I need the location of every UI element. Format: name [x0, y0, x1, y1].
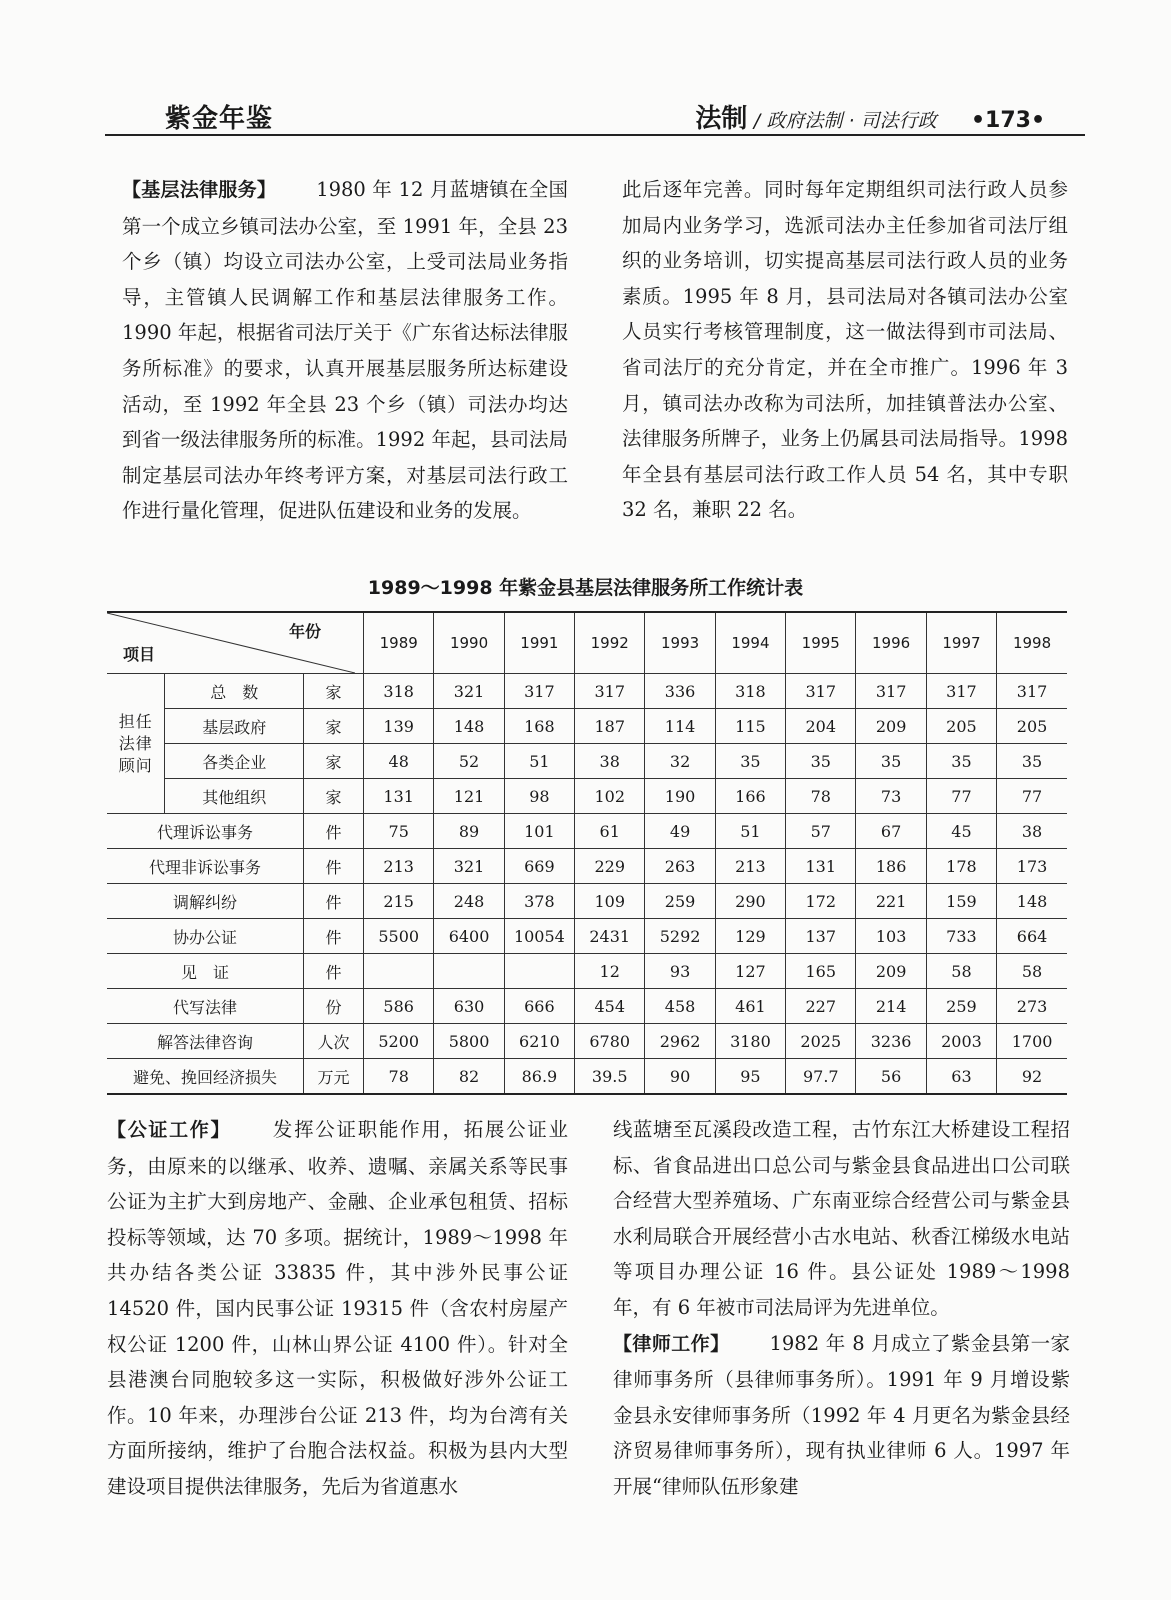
row-label: 其他组织: [165, 779, 304, 814]
row-unit: 件: [304, 954, 364, 989]
table-cell: 77: [926, 779, 996, 814]
table-cell: 35: [715, 744, 785, 779]
table-cell: 6210: [504, 1024, 574, 1059]
year-header: 1996: [856, 612, 926, 674]
group-label-line: 担任: [118, 711, 153, 731]
table-cell: 317: [997, 674, 1067, 709]
group-label-cell: [107, 674, 165, 814]
table-cell: 114: [645, 709, 715, 744]
table-cell: 89: [434, 814, 504, 849]
table-cell: 190: [645, 779, 715, 814]
table-cell: 630: [434, 989, 504, 1024]
table-cell: 57: [786, 814, 856, 849]
table-cell: 35: [786, 744, 856, 779]
table-cell: 5500: [364, 919, 434, 954]
table-cell: 58: [926, 954, 996, 989]
table-cell: 2003: [926, 1024, 996, 1059]
year-header: 1992: [575, 612, 645, 674]
table-cell: 61: [575, 814, 645, 849]
table-cell: 221: [856, 884, 926, 919]
year-header: 1991: [504, 612, 574, 674]
table-cell: 5200: [364, 1024, 434, 1059]
table-cell: 121: [434, 779, 504, 814]
row-label: 协办公证: [107, 919, 304, 954]
table-cell: 58: [997, 954, 1067, 989]
table-cell: 35: [926, 744, 996, 779]
row-label: 代理非诉讼事务: [107, 849, 304, 884]
year-header: 1990: [434, 612, 504, 674]
table-cell: 273: [997, 989, 1067, 1024]
row-label: 代写法律: [107, 989, 304, 1024]
table-cell: 2025: [786, 1024, 856, 1059]
table-cell: 48: [364, 744, 434, 779]
table-row: [107, 779, 1067, 814]
table-cell: 317: [575, 674, 645, 709]
table-cell: 129: [715, 919, 785, 954]
table-cell: 90: [645, 1059, 715, 1095]
table-cell: 178: [926, 849, 996, 884]
table-cell: 52: [434, 744, 504, 779]
book-title: 紫金年鉴: [165, 104, 274, 134]
row-label: 各类企业: [165, 744, 304, 779]
paragraph-grassroots: [122, 172, 568, 529]
table-cell: 148: [434, 709, 504, 744]
table-row: [107, 709, 1067, 744]
table-row: [107, 989, 1067, 1024]
row-unit: 份: [304, 989, 364, 1024]
table-cell: 378: [504, 884, 574, 919]
paragraph-lawyer: [613, 1326, 1070, 1505]
table-cell: 78: [786, 779, 856, 814]
table-cell: 98: [504, 779, 574, 814]
table-cell: 259: [645, 884, 715, 919]
row-label: 代理诉讼事务: [107, 814, 304, 849]
table-cell: 101: [504, 814, 574, 849]
row-unit: 件: [304, 884, 364, 919]
table-cell: 454: [575, 989, 645, 1024]
running-header: [105, 98, 1085, 134]
table-cell: 93: [645, 954, 715, 989]
table-cell: 92: [997, 1059, 1067, 1095]
table-cell: 321: [434, 674, 504, 709]
table-cell: 166: [715, 779, 785, 814]
table-cell: 2431: [575, 919, 645, 954]
table-cell: 733: [926, 919, 996, 954]
paragraph-text: 发挥公证职能作用，拓展公证业务，由原来的以继承、收养、遗嘱、亲属关系等民事公证为主扩大到房地产、金融、企业承包租赁、招标投标等领域，达 70 多项。据统计，1989～1998 年共办结各类公证 33835 件，其中涉外民事公证 14520 件，国内民事公证 19315 件（含农村房屋产权公证 1200 件，山林山界公证 4100 件）。针对全县港澳台同胞较多这一实际，积极做好涉外公证工作。10 年来，办理涉台公证 213 件，均为台湾有关方面所接纳，维护了台胞合法权益。积极为县内大型建设项目提供法律服务，先后为省道惠水: [107, 1118, 568, 1498]
year-header: 1995: [786, 612, 856, 674]
table-cell: 77: [997, 779, 1067, 814]
year-header: 1993: [645, 612, 715, 674]
table-cell: 103: [856, 919, 926, 954]
table-cell: 139: [364, 709, 434, 744]
table-cell: 51: [504, 744, 574, 779]
table-cell: 35: [997, 744, 1067, 779]
section-name: 法制: [695, 104, 748, 134]
table-cell: 263: [645, 849, 715, 884]
paragraph-text: 1980 年 12 月蓝塘镇在全国第一个成立乡镇司法办公室，至 1991 年，全县 23 个乡（镇）均设立司法办公室，上受司法局业务指导，主管镇人民调解工作和基层法律服务工作。1990 年起，根据省司法厅关于《广东省达标法律服务所标准》的要求，认真开展基层服务所达标建设活动，至 1992 年全县 23 个乡（镇）司法办均达到省一级法律服务所的标准。1992 年起，县司法局制定基层司法办年终考评方案，对基层司法行政工作进行量化管理，促进队伍建设和业务的发展。: [122, 178, 568, 523]
paragraph-tag: 【公证工作】: [107, 1119, 232, 1141]
row-label: 解答法律咨询: [107, 1024, 304, 1059]
row-unit: 家: [304, 779, 364, 814]
table-cell: 666: [504, 989, 574, 1024]
table-cell: 318: [364, 674, 434, 709]
table-row: [107, 674, 1067, 709]
table-cell: 586: [364, 989, 434, 1024]
table-row: [107, 919, 1067, 954]
table-cell: 148: [997, 884, 1067, 919]
corner-year-label: 年份: [289, 622, 322, 641]
row-unit: 万元: [304, 1059, 364, 1095]
page-number: •173•: [970, 108, 1045, 133]
table-cell: 131: [786, 849, 856, 884]
column-right-bottom: [613, 1112, 1070, 1505]
table-cell: 3180: [715, 1024, 785, 1059]
table-cell: 2962: [645, 1024, 715, 1059]
column-left-bottom: [107, 1112, 568, 1505]
table-cell: 186: [856, 849, 926, 884]
table-row: [107, 849, 1067, 884]
table-cell: 165: [786, 954, 856, 989]
year-header: 1997: [926, 612, 996, 674]
table-cell: 321: [434, 849, 504, 884]
table-cell: 204: [786, 709, 856, 744]
table-cell: 127: [715, 954, 785, 989]
row-unit: 人次: [304, 1024, 364, 1059]
row-unit: 家: [304, 674, 364, 709]
paragraph-tag: 【基层法律服务】: [122, 179, 277, 201]
table-cell: 78: [364, 1059, 434, 1095]
row-label: 总 数: [165, 674, 304, 709]
row-unit: 件: [304, 919, 364, 954]
table-cell: 115: [715, 709, 785, 744]
table-cell: 168: [504, 709, 574, 744]
table-cell: 159: [926, 884, 996, 919]
table-row: [107, 814, 1067, 849]
section-slash: /: [753, 110, 761, 132]
corner-item-label: 项目: [123, 645, 156, 664]
table-cell: 75: [364, 814, 434, 849]
table-cell: 336: [645, 674, 715, 709]
table-row: [107, 744, 1067, 779]
paragraph-notary-continuation: 线蓝塘至瓦溪段改造工程，古竹东江大桥建设工程招标、省食品进出口总公司与紫金县食品进出口公司联合经营大型养殖场、广东南亚综合经营公司与紫金县水利局联合开展经营小古水电站、秋香江梯级水电站等项目办理公证 16 件。县公证处 1989～1998 年，有 6 年被市司法局评为先进单位。: [613, 1118, 1070, 1319]
group-label-line: 顾问: [118, 755, 153, 775]
table-cell: 10054: [504, 919, 574, 954]
table-cell: 669: [504, 849, 574, 884]
table-cell: 173: [997, 849, 1067, 884]
table-cell: 45: [926, 814, 996, 849]
section-heading: [695, 98, 1045, 135]
table-cell: [504, 954, 574, 989]
group-label-line: 法律: [118, 733, 153, 753]
year-header: 1998: [997, 612, 1067, 674]
table-cell: 3236: [856, 1024, 926, 1059]
row-unit: 件: [304, 849, 364, 884]
table-cell: 172: [786, 884, 856, 919]
table-cell: 32: [645, 744, 715, 779]
table-cell: 6400: [434, 919, 504, 954]
column-right-top: [622, 172, 1068, 528]
table-cell: 5800: [434, 1024, 504, 1059]
table-cell: 109: [575, 884, 645, 919]
year-header: 1989: [364, 612, 434, 674]
table-cell: 39.5: [575, 1059, 645, 1095]
row-label: 调解纠纷: [107, 884, 304, 919]
table-cell: 86.9: [504, 1059, 574, 1095]
table-cell: 229: [575, 849, 645, 884]
table-cell: 458: [645, 989, 715, 1024]
table-cell: 67: [856, 814, 926, 849]
statistics-table: [107, 611, 1067, 1095]
table-cell: 317: [856, 674, 926, 709]
table-cell: 205: [926, 709, 996, 744]
table-cell: 82: [434, 1059, 504, 1095]
paragraph-text: 1982 年 8 月成立了紫金县第一家律师事务所（县律师事务所）。1991 年 9 月增设紫金县永安律师事务所（1992 年 4 月更名为紫金县经济贸易律师事务所），现有执业律师 6 人。1997 年开展“律师队伍形象建: [613, 1331, 1070, 1498]
table-cell: 12: [575, 954, 645, 989]
table-cell: 664: [997, 919, 1067, 954]
table-row: [107, 954, 1067, 989]
table-cell: 215: [364, 884, 434, 919]
table-cell: 38: [575, 744, 645, 779]
table-cell: 290: [715, 884, 785, 919]
table-cell: 209: [856, 709, 926, 744]
table-cell: 95: [715, 1059, 785, 1095]
header-rule: [105, 134, 1085, 136]
year-header: 1994: [715, 612, 785, 674]
paragraph-notary: [107, 1112, 568, 1505]
table-cell: 317: [926, 674, 996, 709]
table-cell: 259: [926, 989, 996, 1024]
table-cell: [434, 954, 504, 989]
table-cell: 209: [856, 954, 926, 989]
table-cell: 38: [997, 814, 1067, 849]
table-cell: 213: [364, 849, 434, 884]
table-cell: 102: [575, 779, 645, 814]
row-unit: 家: [304, 744, 364, 779]
table-row: [107, 1024, 1067, 1059]
table-row: [107, 1059, 1067, 1095]
table-cell: 56: [856, 1059, 926, 1095]
header-corner-cell: [107, 612, 364, 674]
table-cell: 317: [786, 674, 856, 709]
table-cell: 51: [715, 814, 785, 849]
row-label: 基层政府: [165, 709, 304, 744]
table-cell: 97.7: [786, 1059, 856, 1095]
paragraph-tag: 【律师工作】: [613, 1332, 730, 1355]
subsection-name: 政府法制 · 司法行政: [766, 110, 937, 132]
column-left-top: [122, 172, 568, 529]
table-title: 1989～1998 年紫金县基层法律服务所工作统计表: [367, 577, 804, 599]
table-cell: 227: [786, 989, 856, 1024]
table-cell: 131: [364, 779, 434, 814]
row-label: 避免、挽回经济损失: [107, 1059, 304, 1095]
table-cell: 63: [926, 1059, 996, 1095]
table-row: [107, 884, 1067, 919]
table-cell: 137: [786, 919, 856, 954]
table-cell: 214: [856, 989, 926, 1024]
table-cell: 248: [434, 884, 504, 919]
table-cell: 1700: [997, 1024, 1067, 1059]
row-label: 见 证: [107, 954, 304, 989]
table-cell: 205: [997, 709, 1067, 744]
table-cell: 318: [715, 674, 785, 709]
table-cell: 461: [715, 989, 785, 1024]
table-cell: 187: [575, 709, 645, 744]
table-cell: 73: [856, 779, 926, 814]
table-cell: 6780: [575, 1024, 645, 1059]
table-cell: 5292: [645, 919, 715, 954]
table-header-row: [107, 612, 1067, 674]
table-cell: 35: [856, 744, 926, 779]
row-unit: 件: [304, 814, 364, 849]
table-cell: [364, 954, 434, 989]
table-cell: 213: [715, 849, 785, 884]
paragraph-continuation: 此后逐年完善。同时每年定期组织司法行政人员参加局内业务学习，选派司法办主任参加省司法厅组织的业务培训，切实提高基层司法行政人员的业务素质。1995 年 8 月，县司法局对各镇司法办公室人员实行考核管理制度，这一做法得到市司法局、省司法厅的充分肯定，并在全市推广。1996 年 3 月，镇司法办改称为司法所，加挂镇普法办公室、法律服务所牌子，业务上仍属县司法局指导。1998 年全县有基层司法行政工作人员 54 名，其中专职 32 名，兼职 22 名。: [622, 178, 1068, 522]
table-cell: 317: [504, 674, 574, 709]
row-unit: 家: [304, 709, 364, 744]
table-cell: 49: [645, 814, 715, 849]
